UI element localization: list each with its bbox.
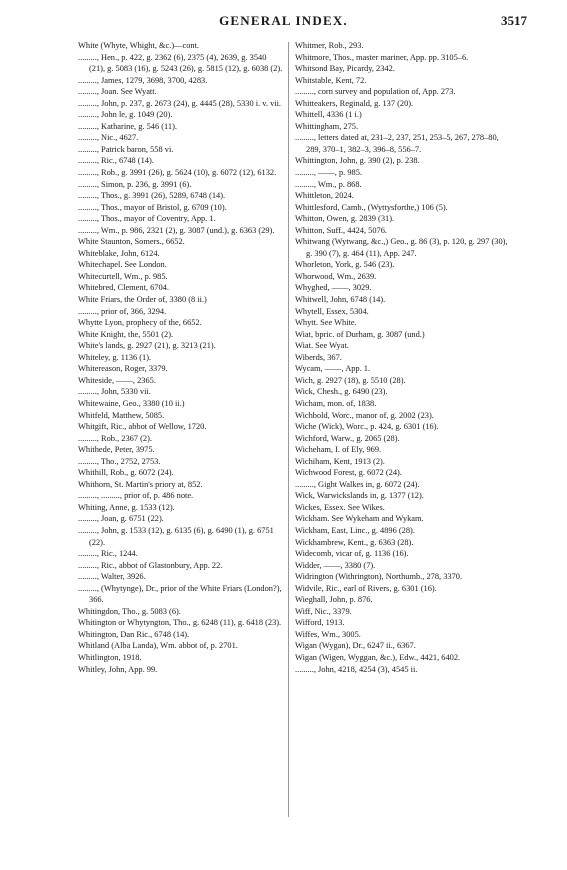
- index-entry: Wichwood Forest, g. 6072 (24).: [295, 468, 402, 478]
- index-entry: Whitlington, 1918.: [78, 652, 142, 662]
- column-divider: [288, 42, 289, 817]
- index-entry: Wick, Warwickslands in, g. 1377 (12).: [295, 491, 424, 501]
- running-title: GENERAL INDEX.: [219, 13, 348, 28]
- index-entry: Wiat. See Wyat.: [295, 341, 349, 351]
- index-entry: ........., Thos., mayor of Coventry, App. 1.: [78, 214, 216, 224]
- index-entry: Whitstable, Kent, 72.: [295, 75, 367, 85]
- index-entry: Whitewaine, Geo., 3380 (10 ii.): [78, 398, 185, 408]
- index-entry: ........., Patrick baron, 558 vi.: [78, 144, 174, 154]
- index-entry: Wycam, ——, App. 1.: [295, 364, 371, 374]
- index-entry: Whitfeld, Matthew, 5085.: [78, 410, 165, 420]
- index-entry: ........., Rob., g. 3991 (26), g. 5624 (10), g. 6072 (12), 6132.: [78, 168, 277, 178]
- index-entry: Wickhambrew, Kent., g. 6363 (28).: [295, 537, 414, 547]
- index-entry: Wiff, Nic., 3379.: [295, 606, 352, 616]
- index-entry: Wiche (Wick), Worc., p. 424, g. 6301 (16).: [295, 422, 439, 432]
- index-entry: Wigan (Wigen, Wyggan, &c.), Edw., 4421, 6402.: [295, 652, 461, 662]
- index-entry: ........., prior of, 366, 3294.: [78, 306, 167, 316]
- index-entry: Whitebred, Clement, 6704.: [78, 283, 169, 293]
- index-entry: ........., Nic., 4627.: [78, 133, 139, 143]
- index-entry: ........., Thos., mayor of Bristol, g. 6709 (10).: [78, 202, 227, 212]
- index-column-right: [295, 40, 515, 675]
- index-entry: Whittleton, 2024.: [295, 191, 354, 201]
- index-entry: ........., Walter, 3926.: [78, 572, 146, 582]
- index-entry: Whittlesford, Camb., (Wyttysforthe,) 106 (5).: [295, 202, 448, 212]
- index-entry: Wieghall, John, p. 876.: [295, 595, 373, 605]
- index-entry: ........., John le, g. 1049 (20).: [78, 110, 173, 120]
- index-entry: ........., letters dated at, 231–2, 237, 251, 253–5, 267, 278–80, 289, 370–1, 382–3, 396–8, 556–7.: [295, 133, 499, 154]
- index-entry: Wiffes, Wm., 3005.: [295, 629, 361, 639]
- index-entry: Widder, ——, 3380 (7).: [295, 560, 376, 570]
- index-entry: Widvile, Ric., earl of Rivers, g. 6301 (16).: [295, 583, 437, 593]
- index-entry: Whitmore, Thos., master mariner, App. pp. 3105–6.: [295, 52, 469, 62]
- page-number: 3517: [501, 13, 527, 28]
- index-entry: Wicheham, I. of Ely, 969.: [295, 445, 382, 455]
- page-header: [0, 10, 567, 30]
- index-entry: Whitington, Dan Ric., 6748 (14).: [78, 629, 190, 639]
- index-entry: Whitley, John, App. 99.: [78, 664, 158, 674]
- index-entry: Whitingdon, Tho., g. 5083 (6).: [78, 606, 181, 616]
- index-entry: Whiteblake, John, 6124.: [78, 248, 160, 258]
- index-entry: ........., John, 4218, 4254 (3), 4545 ii.: [295, 664, 418, 674]
- index-entry: Whitington or Whytyngton, Tho., g. 6248 (11), g. 6418 (23).: [78, 618, 282, 628]
- index-entry: Whorwood, Wm., 2639.: [295, 271, 377, 281]
- index-entry: ........., Ric., 6748 (14).: [78, 156, 154, 166]
- index-entry: Wifford, 1913.: [295, 618, 345, 628]
- index-entry: White Knight, the, 5501 (2).: [78, 329, 174, 339]
- index-entry: ........., Ric., 1244.: [78, 549, 138, 559]
- index-entry: ........., Wm., p. 868.: [295, 179, 362, 189]
- index-entry: Whitecurtell, Wm., p. 985.: [78, 271, 168, 281]
- index-entry: Whithorn, St. Martin's priory at, 852.: [78, 479, 203, 489]
- index-entry: ........., Joan, g. 6751 (22).: [78, 514, 164, 524]
- index-entry: Whytt. See White.: [295, 318, 357, 328]
- index-entry: Whithede, Peter, 3975.: [78, 445, 155, 455]
- index-entry: Wigan (Wygan), Dr., 6247 ii., 6367.: [295, 641, 416, 651]
- index-entry: ........., John, p. 237, g. 2673 (24), g. 4445 (28), 5330 i. v. vii.: [78, 98, 282, 108]
- index-entry: Whyghed, ——, 3029.: [295, 283, 372, 293]
- index-entry: Whittell, 4336 (1 i.): [295, 110, 362, 120]
- index-entry: Whitland (Alba Landa), Wm. abbot of, p. 2701.: [78, 641, 238, 651]
- index-entry: ........., Wm., p. 986, 2321 (2), g. 3087 (und.), g. 6363 (29).: [78, 225, 275, 235]
- index-entry: Wiat, bpric. of Durham, g. 3087 (und.): [295, 329, 425, 339]
- index-entry: Wich, g. 2927 (18), g. 5510 (28).: [295, 375, 406, 385]
- index-entry: ........., Ric., abbot of Glastonbury, App. 22.: [78, 560, 223, 570]
- index-entry: Whittington, John, g. 390 (2), p. 238.: [295, 156, 420, 166]
- index-entry: ........., Gight Walkes in, g. 6072 (24).: [295, 479, 420, 489]
- index-entry: ........., Tho., 2752, 2753.: [78, 456, 161, 466]
- index-entry: ........., John, g. 1533 (12), g. 6135 (6), g. 6490 (1), g. 6751 (22).: [78, 525, 274, 547]
- index-entry: Whithill, Rob., g. 6072 (24).: [78, 468, 174, 478]
- index-entry: Wickes, Essex. See Wikes.: [295, 502, 385, 512]
- index-entry: Whiteley, g. 1136 (1).: [78, 352, 152, 362]
- index-entry: Whittingham, 275.: [295, 121, 359, 131]
- index-entry: ........., Simon, p. 236, g. 3991 (6).: [78, 179, 192, 189]
- index-entry: ........., ——, p. 985.: [295, 168, 362, 178]
- index-entry: Whitwang (Wytwang, &c.,) Geo., g. 86 (3), p. 120, g. 297 (30), g. 390 (7), g. 464 (11), App. 247.: [295, 237, 508, 258]
- index-entry: Whitmer, Rob., 293.: [295, 41, 364, 50]
- index-entry: Wichford, Warw., g. 2065 (28).: [295, 433, 400, 443]
- index-entry: ........., John, 5330 vii.: [78, 387, 151, 397]
- index-entry: Whitton, Suff., 4424, 5076.: [295, 225, 387, 235]
- index-entry: Whitton, Owen, g. 2839 (31).: [295, 214, 395, 224]
- index-entry: ........., Katharine, g. 546 (11).: [78, 121, 178, 131]
- index-entry: Wickham, East, Linc., g. 4896 (28).: [295, 525, 415, 535]
- index-entry: ........., Rob., 2367 (2).: [78, 433, 152, 443]
- index-entry: Whorleton, York, g. 546 (23).: [295, 260, 395, 270]
- index-entry: ........., Joan. See Wyatt.: [78, 87, 157, 97]
- index-entry: Wichbold, Worc., manor of, g. 2002 (23).: [295, 410, 434, 420]
- index-entry: White (Whyte, Whight, &c.)—cont.: [78, 41, 200, 50]
- index-entry: Whitechapel. See London.: [78, 260, 167, 270]
- index-entry: Wiberds, 367.: [295, 352, 342, 362]
- index-entry: Widecomb, vicar of, g. 1136 (16).: [295, 549, 409, 559]
- index-entry: Whiteside, ——, 2365.: [78, 375, 156, 385]
- index-entry: Whitsond Bay, Picardy, 2342.: [295, 64, 395, 74]
- index-entry: ........., (Whytynge), Dr., prior of the White Friars (London?), 366.: [78, 583, 282, 605]
- index-entry: Whitereason, Roger, 3379.: [78, 364, 168, 374]
- index-entry: Whiting, Anne, g. 1533 (12).: [78, 502, 175, 512]
- index-entry: Whytell, Essex, 5304.: [295, 306, 369, 316]
- index-entry: ........., ........., prior of, p. 486 note.: [78, 491, 194, 501]
- index-entry: ........., corn survey and population of, App. 273.: [295, 87, 456, 97]
- index-entry: Whytte Lyon, prophecy of the, 6652.: [78, 318, 202, 328]
- index-entry: ........., Thos., g. 3991 (26), 5289, 6748 (14).: [78, 191, 226, 201]
- index-entry: White's lands, g. 2927 (21), g. 3213 (21).: [78, 341, 216, 351]
- index-entry: Whitteakers, Reginald, g. 137 (20).: [295, 98, 414, 108]
- index-entry: Whitwell, John, 6748 (14).: [295, 295, 386, 305]
- index-entry: Wickham. See Wykeham and Wykam.: [295, 514, 424, 524]
- index-entry: White Staunton, Somers., 6652.: [78, 237, 185, 247]
- index-entry: ........., Hen., p. 422, g. 2362 (6), 2375 (4), 2639, g. 3540 (21), g. 5083 (16), g. 5243 (26), g. 5815 (12), g. 6038 (2).: [78, 52, 283, 74]
- index-entry: ........., James, 1279, 3698, 3700, 4283.: [78, 75, 208, 85]
- index-entry: Whitgift, Ric., abbot of Wellow, 1720.: [78, 422, 207, 432]
- index-entry: Wicham, mon. of, 1838.: [295, 398, 377, 408]
- index-entry: Wichiham, Kent, 1913 (2).: [295, 456, 385, 466]
- index-entry: Wick, Chesh., g. 6490 (23).: [295, 387, 388, 397]
- index-column-left: [78, 40, 283, 675]
- index-entry: Widrington (Withrington), Northumb., 278, 3370.: [295, 572, 463, 582]
- index-entry: White Friars, the Order of, 3380 (8 ii.): [78, 295, 207, 305]
